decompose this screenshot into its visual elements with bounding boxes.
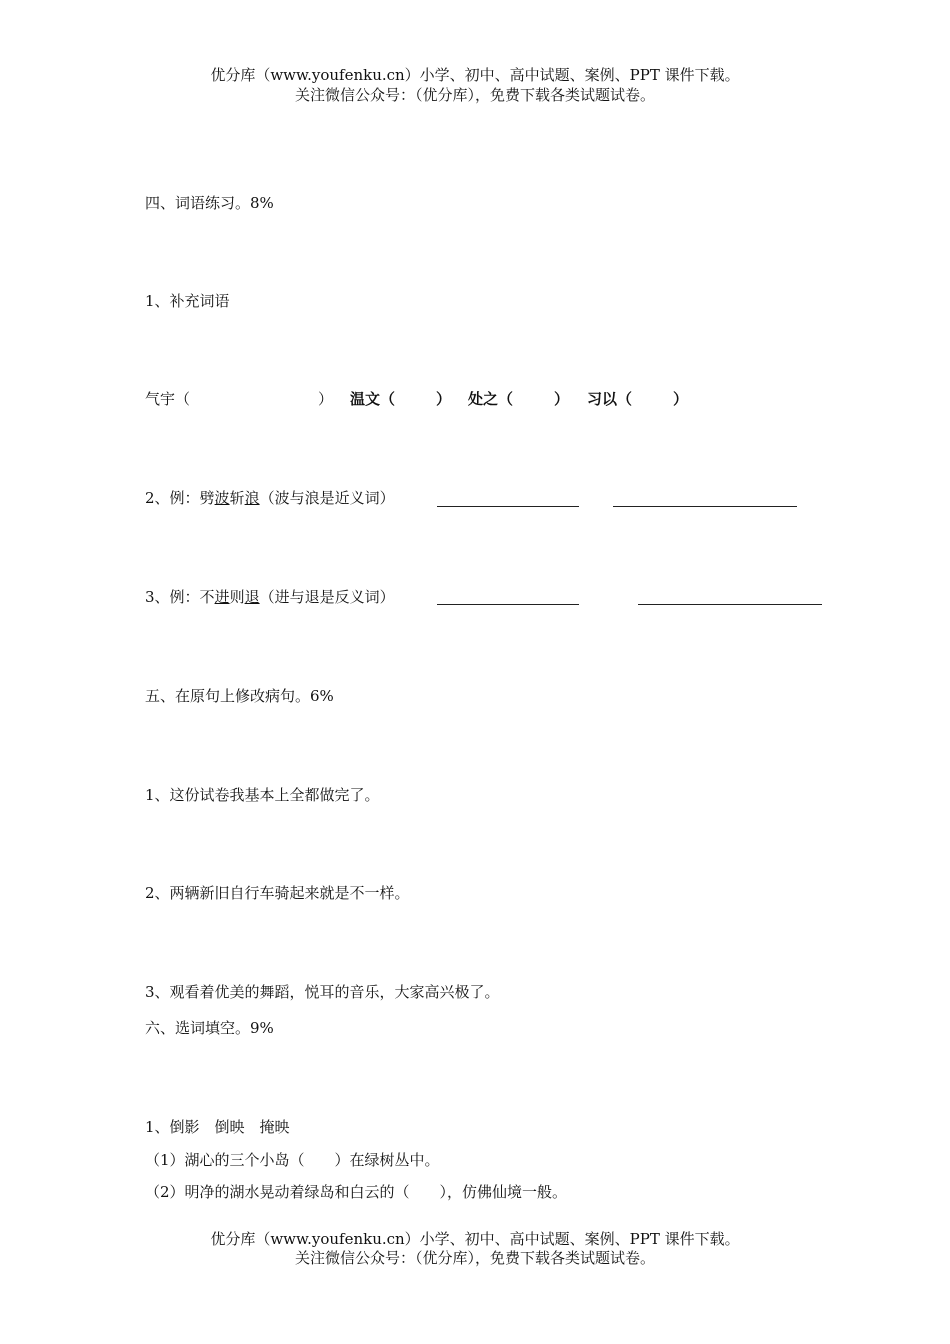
footer-line-2: 关注微信公众号：（优分库），免费下载各类试题试卷。 <box>294 1249 655 1267</box>
answer-blank-q2-b[interactable] <box>613 506 797 507</box>
section5-sentence-3: 3、观看着优美的舞蹈，悦耳的音乐，大家高兴极了。 <box>145 983 500 1001</box>
section5-sentence-2: 2、两辆新旧自行车骑起来就是不一样。 <box>145 884 410 902</box>
header-line-1: 优分库（www.youfenku.cn）小学、初中、高中试题、案例、PPT 课件下载。 <box>210 66 740 84</box>
fill-item-2: 温文（ <box>350 390 396 408</box>
fill-item-4-close: ） <box>673 390 689 408</box>
q3-prefix: 3、例：不 <box>145 588 215 606</box>
answer-blank-q2-a[interactable] <box>437 506 579 507</box>
fill-item-3: 处之（ <box>468 390 514 408</box>
fill-item-1-close: ） <box>318 390 334 408</box>
fill-item-1: 气宇（ <box>145 390 191 408</box>
footer-line-1: 优分库（www.youfenku.cn）小学、初中、高中试题、案例、PPT 课件下载。 <box>210 1230 740 1248</box>
section6-q1-sentence-1: （1）湖心的三个小岛（ ）在绿树丛中。 <box>145 1151 440 1169</box>
q2-underlined-1: 波 <box>214 489 230 507</box>
section5-sentence-1: 1、这份试卷我基本上全都做完了。 <box>145 786 380 804</box>
section4-q1-label: 1、补充词语 <box>145 292 230 310</box>
fill-item-3-close: ） <box>554 390 570 408</box>
q3-suffix: （进与退是反义词） <box>259 588 395 606</box>
section6-q1-words: 1、倒影 倒映 掩映 <box>145 1118 290 1136</box>
fill-item-4: 习以（ <box>587 390 633 408</box>
header-line-2: 关注微信公众号：（优分库），免费下载各类试题试卷。 <box>294 86 655 104</box>
q3-mid: 则 <box>229 588 245 606</box>
answer-blank-q3-a[interactable] <box>437 604 579 605</box>
section4-q2 <box>145 488 395 508</box>
q2-mid: 斩 <box>229 489 245 507</box>
section4-q3 <box>145 587 395 607</box>
section5-title: 五、在原句上修改病句。6% <box>145 687 334 705</box>
q3-underlined-2: 退 <box>244 588 260 606</box>
answer-blank-q3-b[interactable] <box>638 604 822 605</box>
section4-title: 四、词语练习。8% <box>145 194 274 212</box>
q2-suffix: （波与浪是近义词） <box>259 489 395 507</box>
q3-underlined-1: 进 <box>214 588 230 606</box>
q2-underlined-2: 浪 <box>244 489 260 507</box>
q2-prefix: 2、例：劈 <box>145 489 215 507</box>
fill-item-2-close: ） <box>436 390 452 408</box>
section6-q1-sentence-2: （2）明净的湖水晃动着绿岛和白云的（ ），仿佛仙境一般。 <box>145 1183 568 1201</box>
section6-title: 六、选词填空。9% <box>145 1019 274 1037</box>
